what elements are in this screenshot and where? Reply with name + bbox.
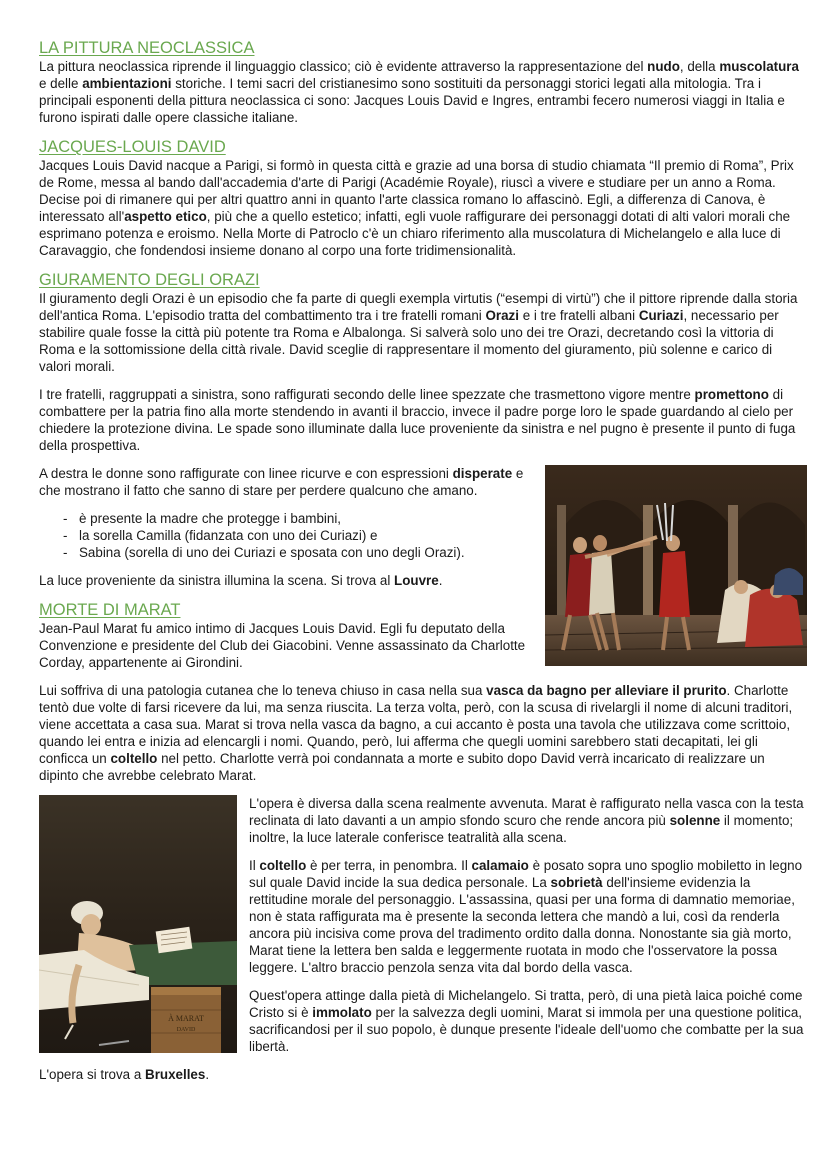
heading-jacques-louis-david: JACQUES-LOUIS DAVID bbox=[39, 138, 226, 156]
paragraph-marat-2: Lui soffriva di una patologia cutanea che lo teneva chiuso in casa nella sua vasca da bagno per alleviare il prurito. Charlotte tentò due volte di farsi ricevere da lui, ma senza riuscita. La terza volta, però, con la scusa di rivelargli il nome di alcuni traditori, viene accettata a casa sua. Marat si trova nella vasca da bagno, a cui accanto è posta una tavola che utilizzava come scrittoio, quando lei entra e inizia ad elencargli i nomi. Quando, però, lui afferma che quegli uomini sarebbero stati decapitati, lei gli conficca un coltello nel petto. Charlotte verrà poi condannata a morte e subito dopo David verrà incaricato di realizzare un dipinto che avrebbe celebrato Marat. bbox=[39, 683, 793, 783]
paragraph-orazi-1: Il giuramento degli Orazi è un episodio che fa parte di quegli exempla virtutis (“esempi di virtù”) che il pittore riprende dalla storia dell'antica Roma. L'episodio tratta del combattimento tra i tre fratelli romani Orazi e i tre fratelli albani Curiazi, necessario per stabilire quale fosse la città più potente tra Roma e Albalonga. Si salverà solo uno dei tre Orazi, decretando così la vittoria di Roma e la sottomissione della città rivale. David sceglie di rappresentare il momento del giuramento, più solenne e carico di valori morali. bbox=[39, 291, 798, 374]
paragraph-marat-5: Quest'opera attinge dalla pietà di Michelangelo. Si tratta, però, di una pietà laica poiché come Cristo si è immolato per la salvezza degli uomini, Marat si immola per una questione politica, sacrificandosi per il suo popolo, è dunque presente l'ideale dell'uomo che combatte per la sua libertà. bbox=[249, 988, 804, 1054]
inscription-david: DAVID bbox=[176, 1027, 196, 1033]
list-donne bbox=[39, 510, 807, 561]
heading-morte-marat: MORTE DI MARAT bbox=[39, 601, 181, 619]
paragraph-marat-3: L'opera è diversa dalla scena realmente avvenuta. Marat è raffigurato nella vasca con la testa reclinata di lato davanti a un ampio sfondo scuro che rende ancora più solenne il momento; inoltre, la luce laterale conferisce teatralità alla scena. bbox=[249, 796, 804, 845]
paragraph-orazi-2: I tre fratelli, raggruppati a sinistra, sono raffigurati secondo delle linee spezzate che trasmettono vigore mentre promettono di combattere per la patria fino alla morte stendendo in avanti il braccio, invece il padre porge loro le spade guardando al cielo per chiedere la protezione divina. Le spade sono illuminate dalla luce proveniente da sinistra e nel pugno è presente il punto di fuga della prospettiva. bbox=[39, 387, 796, 453]
paragraph-orazi-3: A destra le donne sono raffigurate con linee ricurve e con espressioni disperate e che mostrano il fatto che sanno di stare per perdere qualcuno che amano. bbox=[39, 466, 524, 498]
list-item: - è presente la madre che protegge i bambini, bbox=[39, 510, 807, 527]
paragraph-orazi-4: La luce proveniente da sinistra illumina la scena. Si trova al Louvre. bbox=[39, 573, 443, 588]
heading-giuramento-orazi: GIURAMENTO DEGLI ORAZI bbox=[39, 271, 260, 289]
paragraph-neoclassica: La pittura neoclassica riprende il linguaggio classico; ciò è evidente attraverso la rappresentazione del nudo, della muscolatura e delle ambientazioni storiche. I temi sacri del cristianesimo sono sostituiti da personaggi storici legati alla mitologia. Tra i principali esponenti della pittura neoclassica ci sono: Jacques Louis David e Ingres, entrambi fecero numerosi viaggi in Italia e furono ispirati dalle opere classiche italiane. bbox=[39, 59, 799, 125]
painting-giuramento-orazi bbox=[545, 465, 807, 666]
inscription-a-marat: À MARAT bbox=[168, 1014, 204, 1023]
paragraph-marat-6: L'opera si trova a Bruxelles. bbox=[39, 1067, 210, 1082]
list-item: - la sorella Camilla (fidanzata con uno dei Curiazi) e bbox=[39, 527, 807, 544]
paragraph-marat-4: Il coltello è per terra, in penombra. Il calamaio è posato sopra uno spoglio mobiletto in legno sul quale David incide la sua dedica personale. La sobrietà dell'insieme evidenzia la rettitudine morale del personaggio. L'assassina, quasi per una forma di damnatio memoriae, non è stata raffigurata ma è presente la seconda lettera che mandò a lui, così da renderla ancora più incisiva come prova del tradimento ordito dalla donna. Nonostante sia già morto, Marat tiene la lettera ben salda e leggermente ruotata in modo che l'osservatore la possa leggere. L'altro braccio penzola senza vita dal bordo della vasca. bbox=[249, 858, 803, 975]
paragraph-david: Jacques Louis David nacque a Parigi, si formò in questa città e grazie ad una borsa di studio chiamata “Il premio di Roma”, Prix de Rome, messa al bando dall'accademia d'arte di Parigi (Académie Royale), riuscì a vivere e studiare per un anno a Roma. Decise poi di rimanere qui per altri quattro anni in quanto l'arte classica romano lo affascinò. Egli, a differenza di Canova, è interessato all'aspetto etico, più che a quello estetico; infatti, egli vuole raffigurare dei personaggi dotati di alti valori morali che esprimano potenza e eroismo. Nella Morte di Patroclo c'è un chiaro riferimento alla muscolatura di Michelangelo e alla luce di Caravaggio, che fondendosi insieme donano al corpo una forte tridimensionalità. bbox=[39, 158, 794, 258]
heading-pittura-neoclassica: LA PITTURA NEOCLASSICA bbox=[39, 39, 255, 57]
document-page bbox=[39, 38, 807, 1094]
list-item: - Sabina (sorella di uno dei Curiazi e sposata con uno degli Orazi). bbox=[39, 544, 807, 561]
paragraph-marat-1: Jean-Paul Marat fu amico intimo di Jacques Louis David. Egli fu deputato della Convenzione e presidente del Club dei Giacobini. Venne assassinato da Charlotte Corday, appartenente ai Girondini. bbox=[39, 621, 526, 670]
painting-morte-marat bbox=[39, 795, 237, 1053]
